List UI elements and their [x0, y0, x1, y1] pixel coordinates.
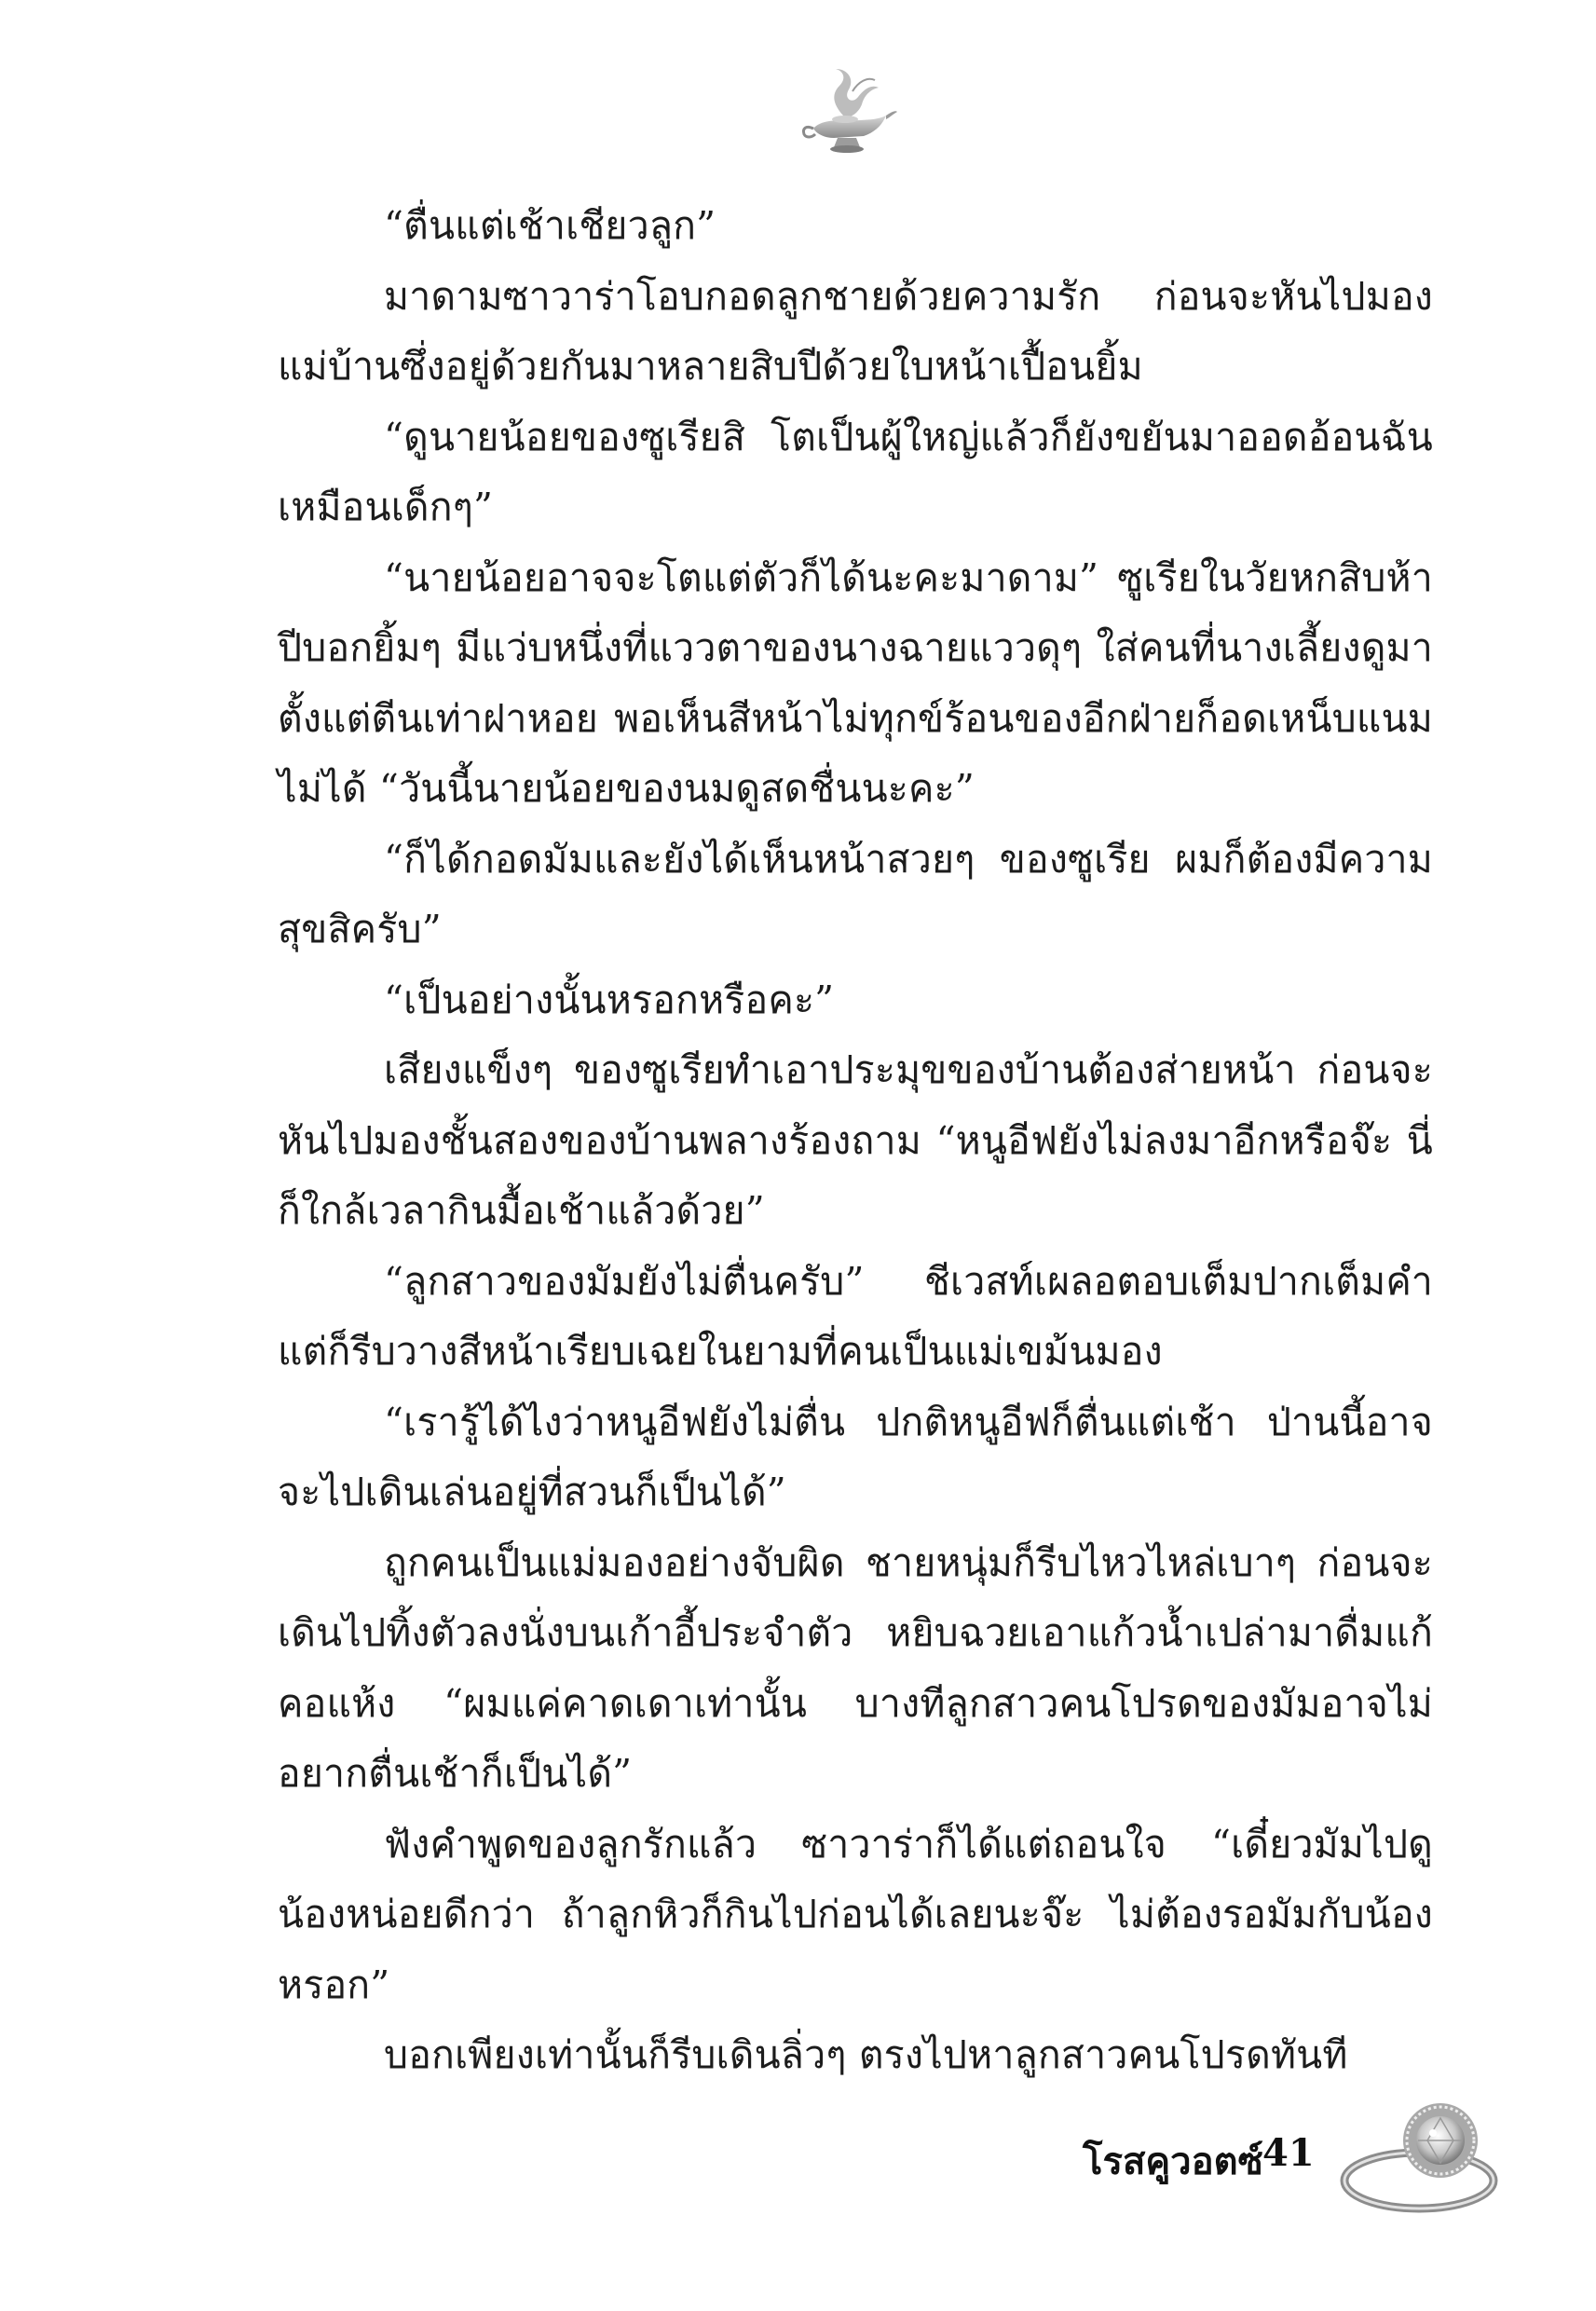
paragraph: “ลูกสาวของมัมยังไม่ตื่นครับ” ชีเวสท์เผลอตอบเต็มปากเต็มคำ แต่ก็รีบวางสีหน้าเรียบเฉยในยามที่คนเป็นแม่เขม้นมอง [278, 1258, 1433, 1374]
page-footer [0, 2092, 1596, 2232]
paragraph: บอกเพียงเท่านั้นก็รีบเดินลิ่วๆ ตรงไปหาลูกสาวคนโปรดทันที [384, 2032, 1348, 2077]
paragraph: ฟังคำพูดของลูกรักแล้ว ซาวาร่าก็ได้แต่ถอนใจ “เดี๋ยวมัมไปดูน้องหน่อยดีกว่า ถ้าลูกหิวก็กินไปก่อนได้เลยนะจ๊ะ ไม่ต้องรอมัมกับน้องหรอก” [278, 1821, 1433, 2007]
paragraph: เสียงแข็งๆ ของซูเรียทำเอาประมุขของบ้านต้องส่ายหน้า ก่อนจะหันไปมองชั้นสองของบ้านพลางร้องถาม “หนูอีฟยังไม่ลงมาอีกหรือจ๊ะ นี่ก็ใกล้เวลากินมื้อเช้าแล้วด้วย” [278, 1047, 1433, 1233]
book-title: โรสคูวอตซ์ [1083, 2140, 1263, 2183]
paragraph: ถูกคนเป็นแม่มองอย่างจับผิด ชายหนุ่มก็รีบไหวไหล่เบาๆ ก่อนจะเดินไปทิ้งตัวลงนั่งบนเก้าอี้ประจำตัว หยิบฉวยเอาแก้วน้ำเปล่ามาดื่มแก้คอแห้ง “ผมแค่คาดเดาเท่านั้น บางทีลูกสาวคนโปรดของมัมอาจไม่อยากตื่นเช้าก็เป็นได้” [278, 1539, 1433, 1796]
magic-lamp-icon [797, 63, 899, 166]
paragraph: “นายน้อยอาจจะโตแต่ตัวก็ได้นะคะมาดาม” ซูเรียในวัยหกสิบห้าปีบอกยิ้มๆ มีแว่บหนึ่งที่แววตาของนางฉายแววดุๆ ใส่คนที่นางเลี้ยงดูมาตั้งแต่ตีนเท่าฝาหอย พอเห็นสีหน้าไม่ทุกข์ร้อนของอีกฝ่ายก็อดเหน็บแนมไม่ได้ “วันนี้นายน้อยของนมดูสดชื่นนะคะ” [278, 554, 1433, 811]
diamond-ring-icon [1330, 2092, 1517, 2222]
paragraph: “เป็นอย่างนั้นหรอกหรือคะ” [384, 977, 835, 1022]
body-text [278, 191, 1433, 2091]
paragraph: “ก็ได้กอดมัมและยังได้เห็นหน้าสวยๆ ของซูเรีย ผมก็ต้องมีความสุขสิครับ” [278, 836, 1433, 951]
paragraph: “ดูนายน้อยของซูเรียสิ โตเป็นผู้ใหญ่แล้วก็ยังขยันมาออดอ้อนฉันเหมือนเด็กๆ” [278, 414, 1433, 529]
page-number: 41 [1262, 2131, 1315, 2175]
paragraph: มาดามซาวาร่าโอบกอดลูกชายด้วยความรัก ก่อนจะหันไปมองแม่บ้านซึ่งอยู่ด้วยกันมาหลายสิบปีด้วยใบหน้าเปื้อนยิ้ม [278, 273, 1433, 389]
paragraph: “ตื่นแต่เช้าเชียวลูก” [384, 203, 716, 248]
paragraph: “เรารู้ได้ไงว่าหนูอีฟยังไม่ตื่น ปกติหนูอีฟก็ตื่นแต่เช้า ป่านนี้อาจจะไปเดินเล่นอยู่ที่สวนก็เป็นได้” [278, 1399, 1433, 1514]
